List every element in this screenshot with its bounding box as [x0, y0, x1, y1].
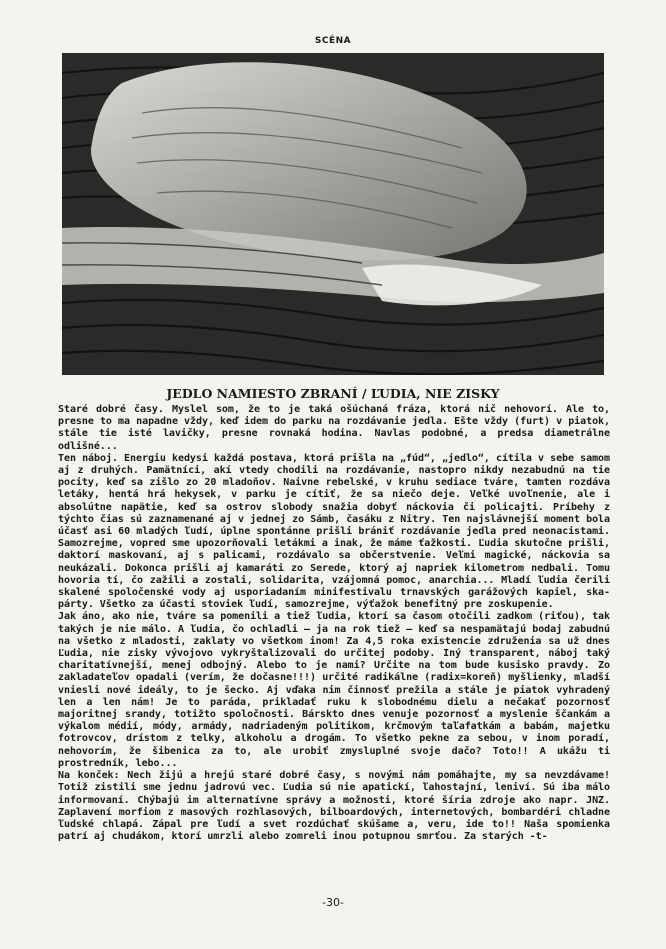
article-photo [62, 53, 604, 375]
article-paragraph: Staré dobré časy. Myslel som, že to je taká ošúchaná fráza, ktorá nič nehovorí. Ale to, presne to ma napadne vždy, keď idem do parku na rozdávanie jedla. Ešte vždy (furt) v piatok, stále tie isté lavičky, presne rovnaká hodina. Navlas podobné, a predsa diametrálne odlišné... [58, 404, 610, 452]
article-title: JEDLO NAMIESTO ZBRANÍ / ĽUDIA, NIE ZISKY [166, 386, 500, 401]
article-paragraph: Ten náboj. Energiu kedysi každá postava, ktorá prišla na „fúd“, „jedlo“, cítila v sebe samom aj z druhých. Pamätníci, akí vtedy chodili na rozdávanie, nastopro nikdy nezabudnú na tie pocity, keď sa zišlo zo 20 mladoňov. Naivne rebelské, v kruhu sediace tváre, tamten rozdáva letáky, hentá hrá hekysek, v parku je cítiť, že sa niečo deje. Veľké uvoľnenie, ale i absolútne napätie, keď sa ostrov slobody snažia dobyť náckovia či policajti. Príbehy z týchto čias sú zaznamenané aj v jednej zo Sámb, časáku z Nitry. Ten najslávnejší moment bola účasť asi 60 mladých ľudí, úplne spontánne prišli brániť rozdávanie jedla pred neonacistami. Samozrejme, vopred sme upozorňovali letákmi a inak, že máme ťažkosti. Ľudia skutočne prišli, daktorí maskovaní, aj s palicami, rozdávalo sa občerstvenie. Veľmi magické, náckovia sa neukázali. Dokonca prišli aj kamaráti zo Serede, ktorý aj napriek kilometrom nedbali. Tomu hovoria tí, čo zažili a zostali, solidarita, vzájomná pomoc, anarchia... Mladí ľudia čerili skalené spoločenské vody aj usporiadaním minifestivalu trnavských garážových kapiel, ska-párty. Všetko za účasti stoviek ľudí, samozrejme, výťažok benefitný pre zoskupenie. [58, 452, 610, 611]
article-paragraph: Na konček: Nech žijú a hrejú staré dobré časy, s novými nám pomáhajte, my sa nevzdávame! Totiž zistili sme jednu jadrovú vec. Ľudia sú nie apatickí, ľahostajní, leniví. Sú iba málo informovaní. Chýbajú im alternatívne správy a možnosti, ktoré šíria zdroje ako napr. JNZ. Zaplavení morfiom z masových rozhlasových, bilboardových, internetových, bombardéri chladne ľudské chlapá. Zápal pre ľudí a svet rozdúchať skúšame a, veru, ide to!! Naša spomienka patrí aj chudákom, ktorí umrzli alebo zomreli inou potupnou smrťou. Za starých -t- [58, 770, 610, 843]
page-header: SCÉNA [314, 36, 352, 46]
article-body [58, 404, 610, 843]
article-paragraph: Jak áno, ako nie, tváre sa pomenili a tiež ľudia, ktorí sa časom otočili zadkom (riťou), tak takých je nie málo. A ľudia, čo ochladli – ja na rok tiež – keď sa nespamätajú bodaj zabudnú na všetko z mladosti, zaklaty vo všetkom inom! Za 4,5 roka existencie združenia sa už dnes Ľudia, nie zisky vývojovo vykryštalizovali do určitej podoby. Iný transparent, náboj taký charitatívnejší, menej odbojný. Alebo to je nami? Určite na tom bude kusisko pravdy. Zo zakladateľov opadali (verím, že dočasne!!!) určité radikálne (radix=koreň) myšlienky, mladší vniesli nové ideály, to je šecko. Aj vďaka nim činnosť prežila a stále je piatok vyhradený len a len nám! Je to paráda, prikladať ruku k slobodnému dielu a nečakať pozornosť majoritnej srandy, totižto spoločnosti. Bárskto dnes venuje pozornosť a myslenie ščankám a výkalom médií, módy, armády, nadriadeným politikom, krčmovým taľafatkám a babám, majetku fotrovcov, drístom z telky, alkoholu a drogám. To všetko pekne za sebou, v inom poradí, nehovorím, že šibenica za to, ale urobiť zmysluplné svoje dačo? Toto!! A ukážu ti prostredník, lebo... [58, 611, 610, 769]
page-number: -30- [322, 896, 344, 909]
